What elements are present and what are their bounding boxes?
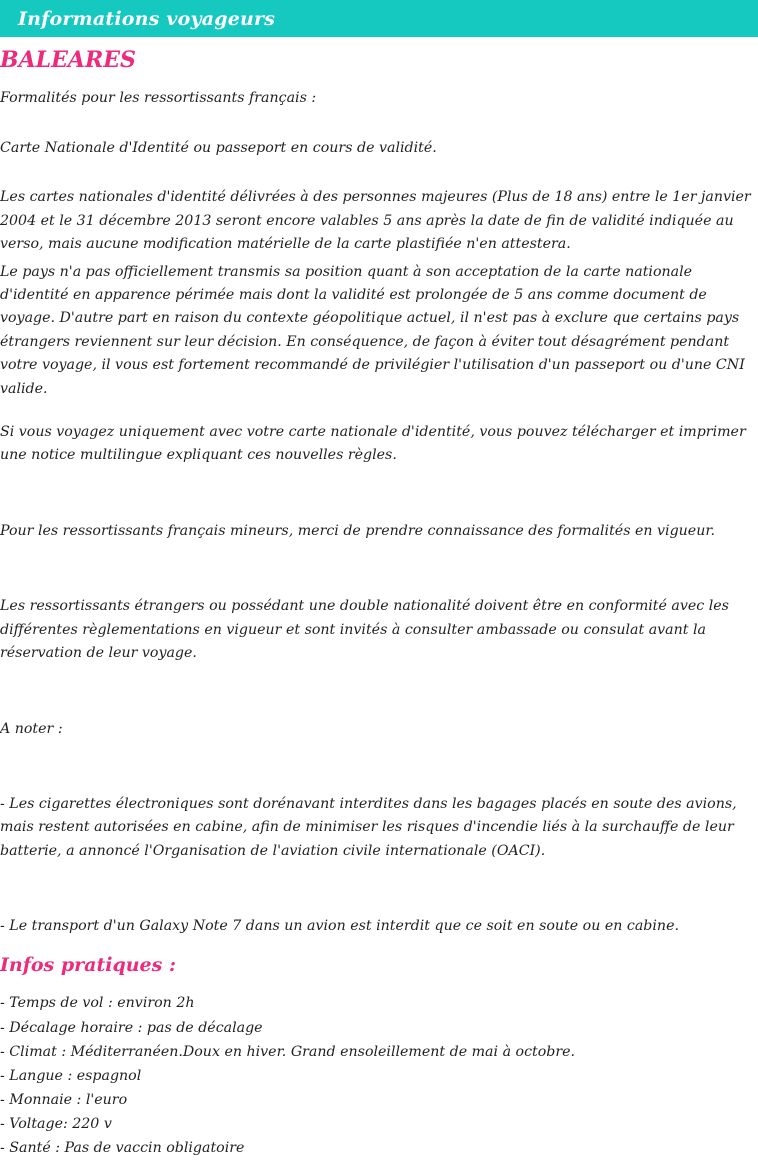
paragraph-etrangers: Les ressortissants étrangers ou possédant une double nationalité doivent être en conformité avec les différentes règlementations en vigueur et sont invités à consulter ambassade ou consulat avant la réservation de leur voyage. xyxy=(0,598,729,662)
spacer xyxy=(0,401,756,421)
paragraph-cartes-validite: Les cartes nationales d'identité délivrées à des personnes majeures (Plus de 18 ans) entre le 1er janvier 2004 et le 31 décembre 2013 seront encore valables 5 ans après la date de fin de validité indiquée au verso, mais aucune modification matérielle de la carte plastifiée n'en attestera. xyxy=(0,189,751,253)
spacer xyxy=(0,666,756,718)
list-item: - Monnaie : l'euro xyxy=(0,1091,128,1108)
spacer xyxy=(0,977,756,991)
spacer xyxy=(0,73,756,87)
paragraph-notice-multilingue: Si vous voyagez uniquement avec votre carte nationale d'identité, vous pouvez télécharger et imprimer une notice multilingue expliquant ces nouvelles règles. xyxy=(0,424,746,464)
section-title-infos-pratiques: Infos pratiques : xyxy=(0,953,176,976)
list-item: - Temps de vol : environ 2h xyxy=(0,995,195,1012)
infos-pratiques-list xyxy=(0,991,756,1160)
page-title: BALEARES xyxy=(0,47,136,73)
paragraph-mineurs: Pour les ressortissants français mineurs, merci de prendre connaissance des formalités en vigueur. xyxy=(0,522,716,539)
document-content xyxy=(0,47,758,1160)
header-title: Informations voyageurs xyxy=(18,7,276,30)
list-item: - Décalage horaire : pas de décalage xyxy=(0,1019,263,1036)
spacer xyxy=(0,111,756,137)
spacer xyxy=(0,468,756,520)
spacer xyxy=(0,543,756,595)
paragraph-formalites-intro: Formalités pour les ressortissants français : xyxy=(0,90,317,107)
spacer xyxy=(0,863,756,915)
paragraph-cigarettes: - Les cigarettes électroniques sont dorénavant interdites dans les bagages placés en soute des avions, mais restent autorisées en cabine, afin de minimiser les risques d'incendie liés à la surchauffe de leur batterie, a annoncé l'Organisation de l'aviation civile internationale (OACI). xyxy=(0,795,737,859)
spacer xyxy=(0,939,756,953)
list-item: - Langue : espagnol xyxy=(0,1067,142,1084)
page-header xyxy=(0,0,758,37)
paragraph-galaxy: - Le transport d'un Galaxy Note 7 dans un avion est interdit que ce soit en soute ou en cabine. xyxy=(0,918,679,935)
paragraph-position-pays: Le pays n'a pas officiellement transmis sa position quant à son acceptation de la carte nationale d'identité en apparence périmée mais dont la validité est prolongée de 5 ans comme document de voyage. D'autre part en raison du contexte géopolitique actuel, il n'est pas à exclure que certains pays étrangers reviennent sur leur décision. En conséquence, de façon à éviter tout désagrément pendant votre voyage, il vous est fortement recommandé de privilégier l'utilisation d'un passeport ou d'une CNI valide. xyxy=(0,263,745,397)
list-item: - Santé : Pas de vaccin obligatoire xyxy=(0,1140,245,1157)
list-item: - Climat : Méditerranéen.Doux en hiver. Grand ensoleillement de mai à octobre. xyxy=(0,1043,576,1060)
list-item: - Voltage: 220 v xyxy=(0,1116,112,1133)
paragraph-cni-passeport: Carte Nationale d'Identité ou passeport en cours de validité. xyxy=(0,139,437,156)
spacer xyxy=(0,741,756,793)
paragraph-a-noter: A noter : xyxy=(0,720,63,737)
spacer xyxy=(0,160,756,186)
